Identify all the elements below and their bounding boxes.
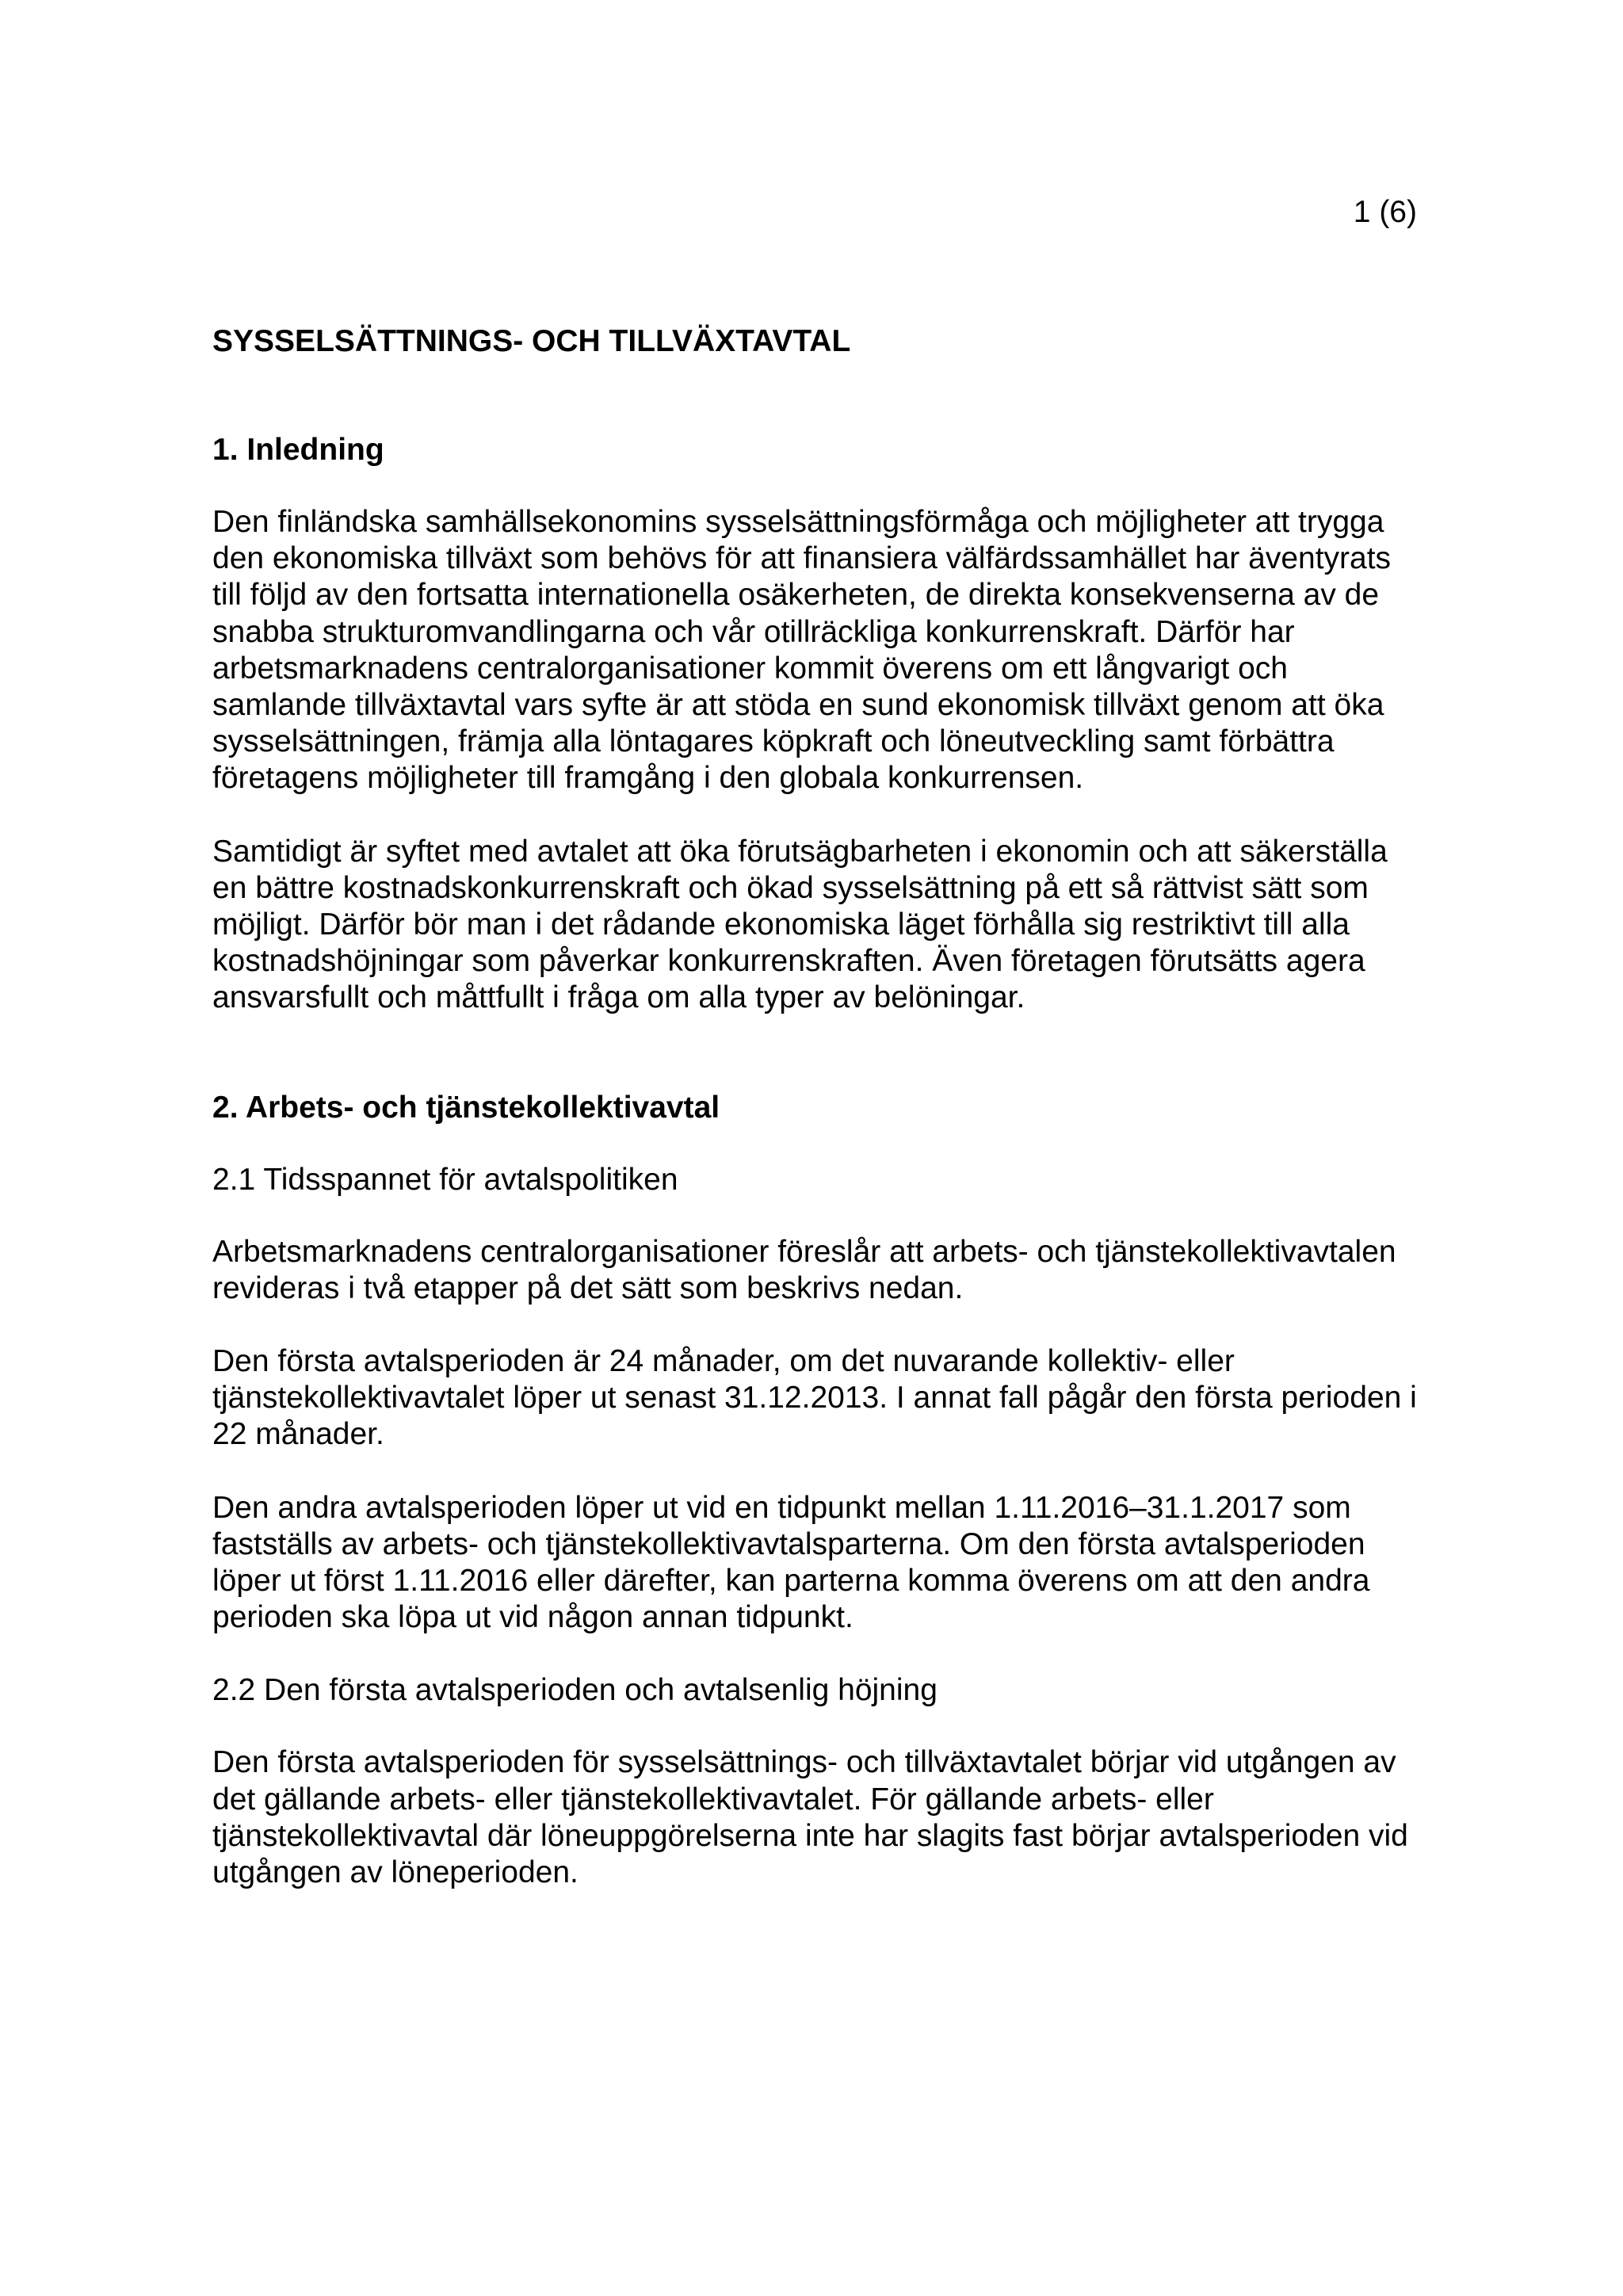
paragraph: Den finländska samhällsekonomins sysselsättningsförmåga och möjligheter att trygga den ekonomiska tillväxt som behövs för att finansiera välfärdssamhället har äventyrats till följd av den fortsatta internationella osäkerheten, de direkta konsekvenserna av de snabba strukturomvandlingarna och vår otillräckliga konkurrenskraft. Därför har arbetsmarknadens centralorganisationer kommit överens om ett långvarigt och samlande tillväxtavtal vars syfte är att stöda en sund ekonomisk tillväxt genom att öka sysselsättningen, främja alla löntagares köpkraft och löneutveckling samt förbättra företagens möjligheter till framgång i den globala konkurrensen. <box>212 505 1392 796</box>
subsection-heading-tidsspannet: 2.1 Tidsspannet för avtalspolitiken <box>212 1162 678 1197</box>
paragraph: Den andra avtalsperioden löper ut vid en tidpunkt mellan 1.11.2016–31.1.2017 som fastställs av arbets- och tjänstekollektivavtalsparterna. Om den första avtalsperioden löper ut först 1.11.2016 eller därefter, kan parterna komma överens om att den andra perioden ska löpa ut vid någon annan tidpunkt. <box>212 1490 1370 1635</box>
section-heading-kollektivavtal: 2. Arbets- och tjänstekollektivavtal <box>212 1090 720 1125</box>
page-number: 1 (6) <box>1353 195 1417 229</box>
document-body <box>212 323 1417 1927</box>
paragraph: Arbetsmarknadens centralorganisationer föreslår att arbets- och tjänstekollektivavtalen revideras i två etapper på det sätt som beskrivs nedan. <box>212 1234 1396 1305</box>
document-title: SYSSELSÄTTNINGS- OCH TILLVÄXTAVTAL <box>212 324 851 358</box>
subsection-heading-forsta-avtalsperioden: 2.2 Den första avtalsperioden och avtalsenlig höjning <box>212 1673 938 1708</box>
paragraph: Samtidigt är syftet med avtalet att öka förutsägbarheten i ekonomin och att säkerställa en bättre kostnadskonkurrenskraft och ökad sysselsättning på ett så rättvist sätt som möjligt. Därför bör man i det rådande ekonomiska läget förhålla sig restriktivt till alla kostnadshöjningar som påverkar konkurrenskraften. Även företagen förutsätts agera ansvarsfullt och måttfullt i fråga om alla typer av belöningar. <box>212 834 1388 1015</box>
paragraph: Den första avtalsperioden är 24 månader, om det nuvarande kollektiv- eller tjänstekollektivavtalet löper ut senast 31.12.2013. I annat fall pågår den första perioden i 22 månader. <box>212 1344 1417 1452</box>
paragraph: Den första avtalsperioden för sysselsättnings- och tillväxtavtalet börjar vid utgången av det gällande arbets- eller tjänstekollektivavtalet. För gällande arbets- eller tjänstekollektivavtal där löneuppgörelserna inte har slagits fast börjar avtalsperioden vid utgången av löneperioden. <box>212 1745 1408 1890</box>
section-heading-inledning: 1. Inledning <box>212 433 384 467</box>
